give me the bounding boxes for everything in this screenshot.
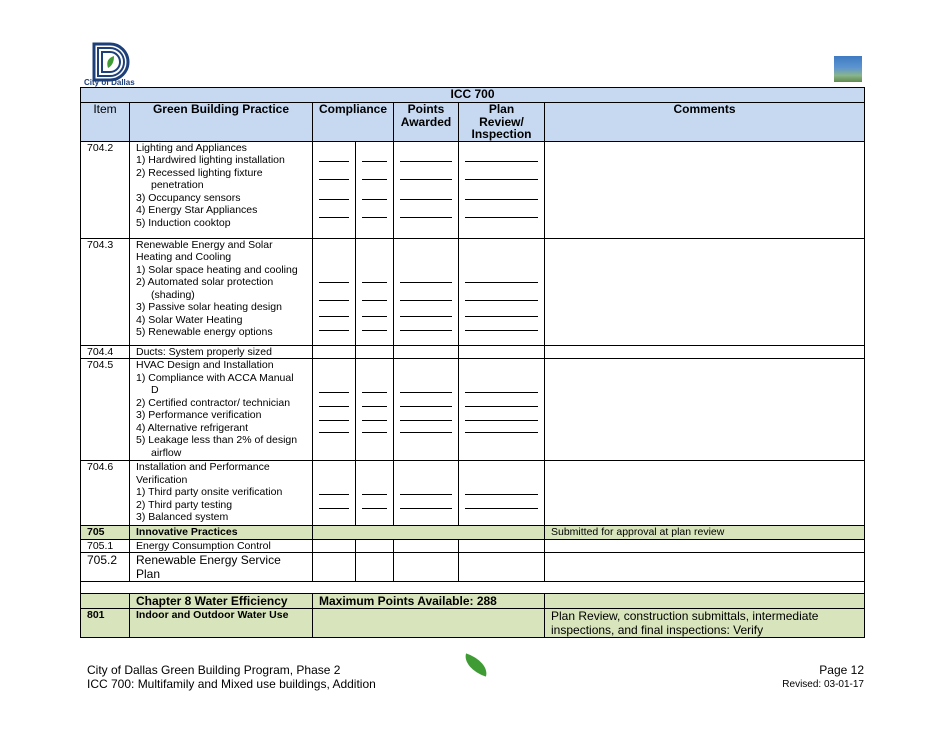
points-cell[interactable] xyxy=(394,461,459,526)
practice-option: 1) Hardwired lighting installation xyxy=(136,154,285,166)
chapter-title: Chapter 8 Water Efficiency xyxy=(130,594,313,609)
practice-option: 4) Alternative refrigerant xyxy=(136,421,249,434)
points-cell[interactable] xyxy=(394,553,459,582)
table-row xyxy=(81,609,865,638)
compliance-cell[interactable] xyxy=(356,553,394,582)
practice-cell: Renewable Energy Service Plan xyxy=(130,553,313,582)
comments-cell: Submitted for approval at plan review xyxy=(545,526,865,540)
points-cell[interactable] xyxy=(394,539,459,553)
compliance-cell[interactable] xyxy=(356,238,394,345)
col-compliance: Compliance xyxy=(313,103,394,142)
practice-cell: Innovative Practices xyxy=(130,526,313,540)
plan-review-cell[interactable] xyxy=(459,141,545,238)
item-number: 704.4 xyxy=(81,345,130,359)
points-cell[interactable] xyxy=(394,359,459,461)
practice-title: Verification xyxy=(136,473,188,486)
leaf-icon xyxy=(461,653,491,676)
practice-cell: Energy Consumption Control xyxy=(130,539,313,553)
practice-option: 1) Solar space heating and cooling xyxy=(136,263,298,276)
practice-cell xyxy=(130,141,313,238)
table-row xyxy=(81,539,865,553)
comments-cell[interactable] xyxy=(545,238,865,345)
practice-title: HVAC Design and Installation xyxy=(136,359,274,371)
item-number xyxy=(81,594,130,609)
compliance-cell[interactable] xyxy=(313,609,545,638)
practice-option: (shading) xyxy=(151,288,195,301)
table-row xyxy=(81,582,865,594)
practice-option: 2) Recessed lighting fixture xyxy=(136,166,263,179)
practice-cell xyxy=(130,359,313,461)
comments-cell[interactable] xyxy=(545,359,865,461)
revised-date: Revised: 03-01-17 xyxy=(782,679,864,690)
comments-cell[interactable] xyxy=(545,141,865,238)
logo-text: City of Dallas xyxy=(84,78,135,87)
practice-title: Lighting and Appliances xyxy=(136,141,247,154)
plan-review-cell[interactable] xyxy=(459,553,545,582)
footer-program: City of Dallas Green Building Program, Phase 2 xyxy=(87,663,341,677)
comments-cell[interactable] xyxy=(545,553,865,582)
item-number: 704.5 xyxy=(81,359,130,461)
table-row xyxy=(81,526,865,540)
plan-review-cell[interactable] xyxy=(459,539,545,553)
comments-cell[interactable] xyxy=(545,345,865,359)
practice-title: Renewable Energy and Solar xyxy=(136,238,273,251)
compliance-cell[interactable] xyxy=(313,345,356,359)
practice-option: 2) Automated solar protection xyxy=(136,276,274,288)
item-number: 705.2 xyxy=(81,553,130,582)
item-number: 705.1 xyxy=(81,539,130,553)
compliance-cell[interactable] xyxy=(313,539,356,553)
col-plan-review: Plan Review/ Inspection xyxy=(459,103,545,142)
blank-row xyxy=(81,582,865,594)
table-row xyxy=(81,345,865,359)
practice-cell xyxy=(130,461,313,526)
table-row xyxy=(81,238,865,345)
col-item: Item xyxy=(81,103,130,142)
table-row xyxy=(81,141,865,238)
comments-cell: Plan Review, construction submittals, intermediate inspections, and final inspections: Verify xyxy=(545,609,865,638)
practice-option: 2) Third party testing xyxy=(136,498,233,511)
practice-cell: Ducts: System properly sized xyxy=(130,345,313,359)
compliance-cell[interactable] xyxy=(356,461,394,526)
practice-option: 5) Renewable energy options xyxy=(136,326,273,338)
green-building-badge xyxy=(834,56,862,82)
table-row xyxy=(81,461,865,526)
practice-option: 1) Compliance with ACCA Manual xyxy=(136,371,294,384)
item-number: 705 xyxy=(81,526,130,540)
practice-option: airflow xyxy=(151,446,182,459)
compliance-cell[interactable] xyxy=(356,359,394,461)
item-number: 704.6 xyxy=(81,461,130,526)
compliance-cell[interactable] xyxy=(313,553,356,582)
compliance-cell[interactable] xyxy=(313,359,356,461)
table-row xyxy=(81,594,865,609)
comments-cell[interactable] xyxy=(545,461,865,526)
col-comments: Comments xyxy=(545,103,865,142)
points-cell[interactable] xyxy=(394,345,459,359)
plan-review-cell[interactable] xyxy=(459,345,545,359)
practice-option: 3) Balanced system xyxy=(136,511,229,523)
compliance-cell[interactable] xyxy=(356,539,394,553)
compliance-cell[interactable] xyxy=(356,345,394,359)
practice-option: 5) Induction cooktop xyxy=(136,216,231,229)
col-practice: Green Building Practice xyxy=(130,103,313,142)
practice-cell: Indoor and Outdoor Water Use xyxy=(130,609,313,638)
table-row xyxy=(81,553,865,582)
compliance-cell[interactable] xyxy=(313,238,356,345)
compliance-cell[interactable] xyxy=(313,141,356,238)
points-cell[interactable] xyxy=(394,238,459,345)
footer-subtitle: ICC 700: Multifamily and Mixed use buildings, Addition xyxy=(87,677,376,691)
table-row xyxy=(81,359,865,461)
icc700-table xyxy=(80,87,865,638)
plan-review-cell[interactable] xyxy=(459,461,545,526)
comments-cell xyxy=(545,594,865,609)
practice-option: 3) Performance verification xyxy=(136,409,262,421)
compliance-cell[interactable] xyxy=(356,141,394,238)
points-cell[interactable] xyxy=(394,141,459,238)
practice-option: 4) Energy Star Appliances xyxy=(136,204,258,216)
practice-option: 3) Occupancy sensors xyxy=(136,191,241,204)
item-number: 704.2 xyxy=(81,141,130,238)
practice-option: 2) Certified contractor/ technician xyxy=(136,396,291,409)
compliance-cell[interactable] xyxy=(313,526,545,540)
practice-title: Installation and Performance xyxy=(136,461,270,473)
plan-review-cell[interactable] xyxy=(459,359,545,461)
plan-review-cell[interactable] xyxy=(459,238,545,345)
max-points: Maximum Points Available: 288 xyxy=(313,594,545,609)
practice-option: penetration xyxy=(151,179,204,191)
practice-option: 1) Third party onsite verification xyxy=(136,486,283,498)
practice-option: 4) Solar Water Heating xyxy=(136,313,243,326)
item-number: 704.3 xyxy=(81,238,130,345)
practice-option: D xyxy=(151,384,159,396)
item-number: 801 xyxy=(81,609,130,638)
comments-cell[interactable] xyxy=(545,539,865,553)
col-points: Points Awarded xyxy=(394,103,459,142)
practice-option: 5) Leakage less than 2% of design xyxy=(136,434,298,446)
practice-title: Heating and Cooling xyxy=(136,251,232,263)
table-title: ICC 700 xyxy=(81,88,865,103)
compliance-cell[interactable] xyxy=(313,461,356,526)
page-number: Page 12 xyxy=(819,663,864,677)
practice-cell xyxy=(130,238,313,345)
practice-option: 3) Passive solar heating design xyxy=(136,301,282,313)
